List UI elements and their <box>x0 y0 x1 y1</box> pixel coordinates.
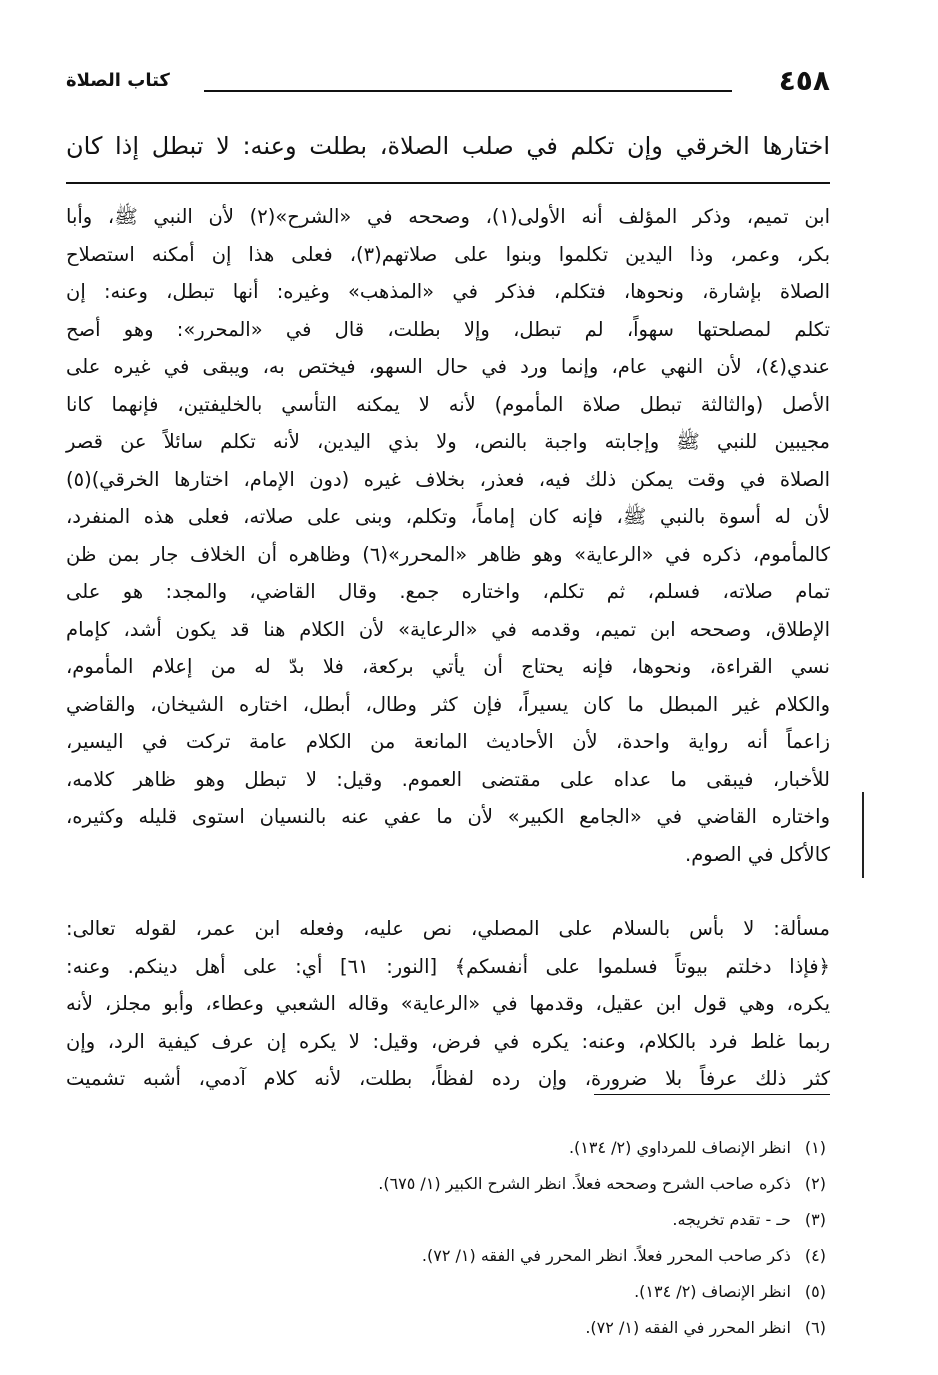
footnote <box>126 1166 826 1202</box>
footnote <box>126 1274 826 1310</box>
text-line: بكر، وعمر، وذا اليدين تكلموا وبنوا على صلاتهم(٣)، فعلى هذا إن أمكنه استصلاح <box>66 242 830 266</box>
footnotes <box>126 1130 826 1346</box>
text-line: يكره، وهي قول ابن عقيل، وقدمها في «الرعاية» وقاله الشعبي وعطاء، وأبو مجلز، لأنه <box>66 992 830 1015</box>
footnote-text: ذكره صاحب الشرح وصححه فعلاً. انظر الشرح الكبير (١/ ٦٧٥). <box>378 1174 791 1193</box>
margin-mark <box>862 792 864 878</box>
matn-line: اختارها الخرقي وإن تكلم في صلب الصلاة، بطلت وعنه: لا تبطل إذا كان <box>66 132 830 160</box>
footnote <box>126 1238 826 1274</box>
header-rule <box>204 90 732 92</box>
footnote-text: ذكر صاحب المحرر فعلاً. انظر المحرر في الفقه (١/ ٧٢). <box>421 1246 791 1265</box>
text-line: مسألة: لا بأس بالسلام على المصلي، نص عليه، وفعله ابن عمر، لقوله تعالى: <box>66 917 830 940</box>
footnote-number: (١) <box>804 1138 826 1157</box>
footnote-number: (٥) <box>804 1282 826 1301</box>
text-line: تمام صلاته، فسلم، ثم تكلم، واختاره جمع. وقال القاضي، والمجد: هو على <box>66 580 830 603</box>
text-line: نسي القراءة، ونحوها، فإنه يحتاج أن يأتي بركعة، فلا بدّ له من إعلام المأموم، <box>66 655 830 678</box>
text-line: كثر ذلك عرفاً بلا ضرورة، وإن رده لفظاً، بطلت، لأنه كلام آدمي، أشبه تشميت <box>66 1067 830 1090</box>
text-line: ﴿فإذا دخلتم بيوتاً فسلموا على أنفسكم﴾ [النور: ٦١] أي: على أهل دينكم. وعنه: <box>66 954 830 978</box>
text-line: واختاره القاضي في «الجامع الكبير» لأن ما عفي عنه بالنسيان استوى قليله وكثيره، <box>66 805 830 828</box>
footnote-number: (٦) <box>804 1318 826 1337</box>
text-line: الإطلاق، وصححه ابن تميم، وقدمه في «الرعاية» لأن الكلام هنا قد يكون أشد، كإمام <box>66 617 830 641</box>
text-line: والكلام غير المبطل ما كان يسيراً، فإن كثر وطال، أبطل، اختاره الشيخان، والقاضي <box>66 692 830 716</box>
commentary-paragraph <box>66 198 830 873</box>
footnote-text: انظر الإنصاف للمرداوي (٢/ ١٣٤). <box>568 1138 791 1157</box>
footnote-number: (٢) <box>804 1174 826 1193</box>
footnote <box>126 1310 826 1346</box>
chapter-title: كتاب الصلاة <box>66 70 170 91</box>
text-line: الصلاة في وقت يمكن ذلك فيه، فعذر، بخلاف غيره (دون الإمام، اختارها الخرقي)(٥) <box>66 467 830 491</box>
footnote <box>126 1130 826 1166</box>
text-line: مجيبين للنبي ﷺ وإجابته واجبة بالنص، ولا بذي اليدين، لأنه تكلم سائلاً عن قصر <box>66 430 830 453</box>
footnote-number: (٤) <box>804 1246 826 1265</box>
text-line: للأخبار، فيبقى ما عداه على مقتضى العموم. وقيل: لا تبطل وهو ظاهر كلامه، <box>66 767 830 791</box>
text-line: لأن له أسوة بالنبي ﷺ، فإنه كان إماماً، وتكلم، وبنى على صلاته، فعلى هذه المنفرد، <box>66 505 830 528</box>
text-line: ربما غلط فرد بالكلام، وعنه: يكره في فرض، وقيل: لا يكره إن عرف كيفية الرد، وإن <box>66 1029 830 1053</box>
footnote-text: انظر الإنصاف (٢/ ١٣٤). <box>634 1282 791 1301</box>
footnote-number: (٣) <box>804 1210 826 1229</box>
running-header <box>66 64 830 102</box>
text-line: تكلم لمصلحتها سهواً، لم تبطل، وإلا بطلت، قال في «المحرر»: وهو أصح <box>66 317 830 341</box>
text-line: كالأكل في الصوم. <box>685 842 830 866</box>
text-line: عندي(٤)، لأن النهي عام، وإنما ورد في حال السهو، فيختص به، ويبقى في غيره على <box>66 355 830 378</box>
text-line: زاعماً أنه رواية واحدة، لأن الأحاديث المانعة من الكلام عامة تركت في اليسير، <box>66 730 830 753</box>
footnote-divider <box>594 1094 830 1095</box>
footnote <box>126 1202 826 1238</box>
text-line: الأصل (والثالثة تبطل صلاة المأموم) لأنه لا يمكنه التأسي بالخليفتين، فإنهما كانا <box>66 392 830 416</box>
footnote-text: انظر المحرر في الفقه (١/ ٧٢). <box>585 1318 791 1337</box>
page-number: ٤٥٨ <box>778 64 830 97</box>
masala-paragraph <box>66 910 830 1098</box>
matn-divider <box>66 182 830 184</box>
text-line: ابن تميم، وذكر المؤلف أنه الأولى(١)، وصححه في «الشرح»(٢) لأن النبي ﷺ، وأبا <box>66 205 831 228</box>
footnote-text: حـ - تقدم تخريجه. <box>672 1210 791 1229</box>
text-line: الصلاة بإشارة، ونحوها، فتكلم، فذكر في «المذهب» وغيره: أنها تبطل، وعنه: إن <box>66 280 830 303</box>
text-line: كالمأموم، ذكره في «الرعاية» وهو ظاهر «المحرر»(٦) وظاهره أن الخلاف جار بمن ظن <box>66 542 830 566</box>
